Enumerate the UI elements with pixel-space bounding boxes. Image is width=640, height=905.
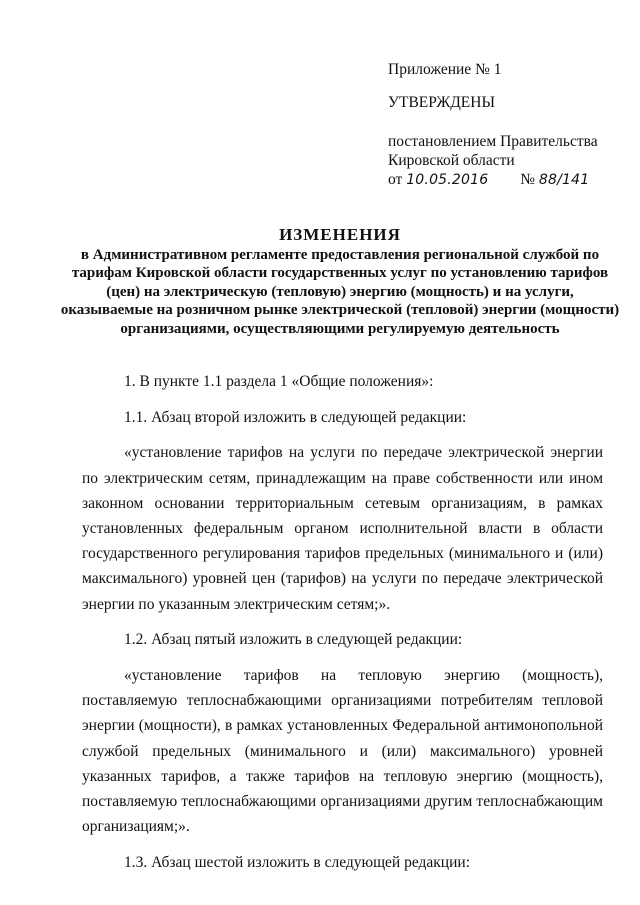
- paragraph-1-2: 1.2. Абзац пятый изложить в следующей редакции:: [124, 631, 463, 649]
- number-prefix: №: [520, 171, 536, 188]
- approved-label: УТВЕРЖДЕНЫ: [388, 94, 495, 111]
- paragraph-quote-1: «установление тарифов на услуги по передаче электрической энергии по электрическим сетям, принадлежащим на праве собственности или ином законном основании территориальным сетевым организациям, в рамках установленных федеральным органом исполнительной власти в области государственного регулирования тарифов предельных (минимального и (или) максимального) уровней цен (тарифов) на услуги по передаче электрической энергии по указанным электрическим сетям;».: [82, 444, 603, 613]
- document-title: [60, 225, 620, 338]
- appendix-label: Приложение № 1: [388, 61, 502, 78]
- title-main: ИЗМЕНЕНИЯ: [279, 225, 401, 244]
- decree-line-1: постановлением Правительства: [388, 133, 598, 150]
- approval-block: [388, 60, 618, 190]
- paragraph-1-3: 1.3. Абзац шестой изложить в следующей редакции:: [124, 853, 470, 871]
- document-body: [82, 369, 603, 886]
- date-prefix: от: [388, 171, 403, 188]
- decree-line-2: Кировской области: [388, 152, 515, 169]
- paragraph-1: 1. В пункте 1.1 раздела 1 «Общие положения»:: [124, 373, 434, 390]
- paragraph-1-1: 1.1. Абзац второй изложить в следующей редакции:: [124, 408, 467, 426]
- handwritten-number: 88/141: [538, 172, 590, 188]
- date-number-line: [388, 170, 618, 190]
- paragraph-quote-2: «установление тарифов на тепловую энергию (мощность), поставляемую теплоснабжающими организациями потребителям тепловой энергии (мощности), в рамках установленных Федеральной антимонопольной службой предельных (минимального и (или) максимального) уровней указанных тарифов, а также тарифов на тепловую энергию (мощность), поставляемую теплоснабжающими организациями другим теплоснабжающим организациям;».: [82, 667, 603, 836]
- title-subtitle: в Административном регламенте предоставления региональной службой по тарифам Кировской области государственных услуг по установлению тарифов (цен) на электрическую (тепловую) энергию (мощность) и на услуги, оказываемые на розничном рынке электрической (тепловой) энергии (мощности) организациями, осуществляющими регулируемую деятельность: [60, 247, 620, 337]
- handwritten-date: 10.05.2016: [406, 172, 489, 188]
